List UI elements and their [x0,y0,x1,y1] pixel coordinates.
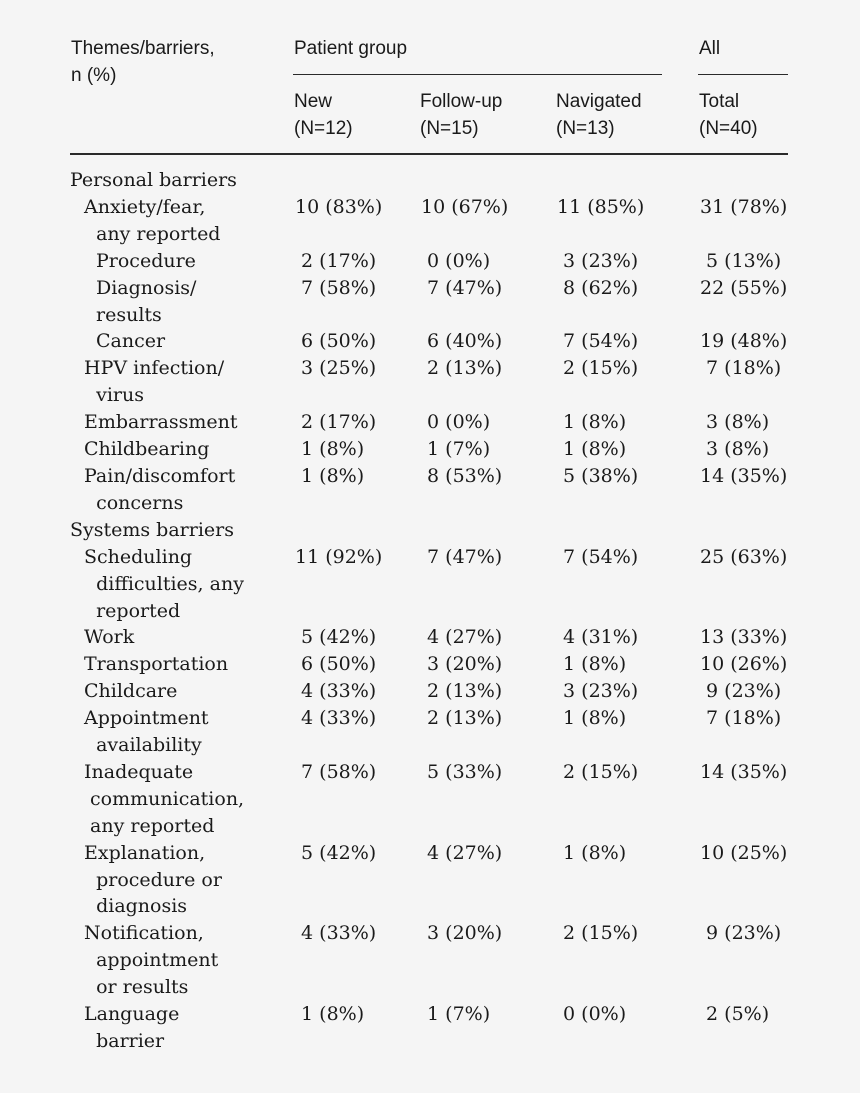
value-cell: 7 (47%) [421,545,503,568]
value-cell: 0 (0%) [557,1003,627,1026]
row-label-line: availability [84,734,202,757]
value-cell: 5 (33%) [421,760,503,783]
value-cell: 5 (13%) [700,249,782,272]
table-row [0,275,860,329]
value-cell: 9 (23%) [700,922,782,945]
column-header-new [294,88,353,142]
row-label-line: Scheduling [84,545,193,568]
value-cell: 2 (13%) [421,707,503,730]
value-cell: 2 (15%) [557,760,639,783]
table-row [0,759,860,840]
row-label-line: communication, [84,787,245,810]
value-cell: 2 (5%) [700,1003,770,1026]
value-cell: 7 (18%) [700,707,782,730]
section-row [0,167,860,194]
value-cell: 8 (62%) [557,276,639,299]
patient-group-header: Patient group [294,38,408,59]
value-cell: 11 (92%) [295,545,383,568]
value-cell: 1 (8%) [557,653,627,676]
column-header-navigated [556,88,642,142]
column-name: Total [699,91,740,112]
value-cell: 1 (8%) [295,438,365,461]
row-label [84,436,304,463]
value-cell: 25 (63%) [700,545,788,568]
value-cell: 4 (33%) [295,707,377,730]
row-label-line: appointment [84,949,219,972]
row-label-line: Systems barriers [70,518,234,541]
row-label-line: Cancer [96,330,166,353]
value-cell: 2 (17%) [295,249,377,272]
row-label [96,328,316,355]
row-label-line: concerns [84,491,184,514]
column-header-total [699,88,758,142]
row-label-line: Childbearing [84,438,210,461]
section-label [70,517,290,544]
row-label [84,194,304,248]
value-cell: 1 (8%) [557,841,627,864]
value-cell: 4 (27%) [421,841,503,864]
row-label-line: Notification, [84,922,204,945]
column-n: (N=13) [556,118,615,139]
row-label [84,651,304,678]
value-cell: 1 (8%) [557,707,627,730]
value-cell: 10 (26%) [700,653,788,676]
section-label [70,167,290,194]
value-cell: 9 (23%) [700,680,782,703]
all-rule [698,74,788,75]
row-label-line: Pain/discomfort [84,464,236,487]
row-label-line: any reported [84,222,221,245]
value-cell: 4 (27%) [421,626,503,649]
row-label-line: Appointment [84,707,209,730]
value-cell: 1 (8%) [295,464,365,487]
value-cell: 5 (38%) [557,464,639,487]
row-label-line: Explanation, [84,841,206,864]
row-label-line: procedure or [84,868,222,891]
value-cell: 4 (31%) [557,626,639,649]
column-n: (N=12) [294,118,353,139]
row-label [84,544,304,625]
value-cell: 4 (33%) [295,922,377,945]
stub-header-line-2: n (%) [71,65,117,86]
table-row [0,328,860,355]
value-cell: 7 (47%) [421,276,503,299]
value-cell: 3 (25%) [295,357,377,380]
row-label-line: any reported [84,814,215,837]
value-cell: 1 (8%) [557,438,627,461]
value-cell: 3 (20%) [421,653,503,676]
value-cell: 10 (25%) [700,841,788,864]
table-row [0,409,860,436]
row-label-line: HPV infection/ [84,357,225,380]
value-cell: 11 (85%) [557,195,645,218]
value-cell: 2 (13%) [421,680,503,703]
row-label [84,678,304,705]
table-row [0,651,860,678]
row-label [96,248,316,275]
row-label-line: Anxiety/fear, [84,195,206,218]
value-cell: 3 (20%) [421,922,503,945]
table-row [0,705,860,759]
value-cell: 7 (58%) [295,276,377,299]
header-bottom-rule [70,153,788,155]
table-row [0,1001,860,1055]
value-cell: 5 (42%) [295,841,377,864]
row-label-line: barrier [84,1030,165,1052]
value-cell: 19 (48%) [700,330,788,353]
row-label-line: diagnosis [84,895,188,918]
row-label [84,409,304,436]
row-label-line: Embarrassment [84,411,238,434]
value-cell: 7 (54%) [557,545,639,568]
row-label [84,759,304,840]
value-cell: 14 (35%) [700,464,788,487]
row-label [84,463,304,517]
row-label [84,355,304,409]
row-label [84,705,304,759]
table-row [0,624,860,651]
value-cell: 5 (42%) [295,626,377,649]
value-cell: 6 (50%) [295,653,377,676]
row-label-line: virus [84,384,144,407]
row-label-line: Procedure [96,249,196,272]
table-body [0,167,860,1055]
value-cell: 1 (7%) [421,1003,491,1026]
row-label-line: Inadequate [84,760,194,783]
table-row [0,355,860,409]
value-cell: 2 (15%) [557,922,639,945]
value-cell: 0 (0%) [421,249,491,272]
value-cell: 6 (40%) [421,330,503,353]
table-row [0,840,860,921]
table-row [0,544,860,625]
value-cell: 3 (23%) [557,680,639,703]
value-cell: 3 (8%) [700,411,770,434]
row-label-line: Childcare [84,680,178,703]
row-label-line: Language [84,1003,180,1026]
value-cell: 14 (35%) [700,760,788,783]
value-cell: 1 (8%) [557,411,627,434]
row-label-line: difficulties, any [84,572,244,595]
column-n: (N=15) [420,118,479,139]
table-row [0,248,860,275]
column-name: New [294,91,333,112]
row-label [84,920,304,1001]
value-cell: 7 (54%) [557,330,639,353]
row-label [96,275,316,329]
value-cell: 10 (67%) [421,195,509,218]
value-cell: 7 (18%) [700,357,782,380]
value-cell: 8 (53%) [421,464,503,487]
row-label-line: Work [84,626,135,649]
value-cell: 1 (8%) [295,1003,365,1026]
value-cell: 3 (23%) [557,249,639,272]
column-header-follow-up [420,88,502,142]
row-label [84,624,304,651]
table-row [0,194,860,248]
table-row [0,920,860,1001]
row-label-line: Transportation [84,653,229,676]
column-name: Navigated [556,91,642,112]
row-label-line: reported [84,599,181,622]
stub-header [71,35,215,89]
section-row [0,517,860,544]
column-name: Follow-up [420,91,503,112]
patient-group-rule [293,74,662,75]
value-cell: 13 (33%) [700,626,788,649]
value-cell: 10 (83%) [295,195,383,218]
value-cell: 0 (0%) [421,411,491,434]
value-cell: 2 (13%) [421,357,503,380]
row-label-line: Personal barriers [70,169,237,191]
value-cell: 22 (55%) [700,276,788,299]
column-n: (N=40) [699,118,758,139]
value-cell: 1 (7%) [421,438,491,461]
value-cell: 31 (78%) [700,195,788,218]
row-label-line: Diagnosis/ [96,276,197,299]
stub-header-line-1: Themes/barriers, [71,38,215,59]
value-cell: 4 (33%) [295,680,377,703]
table-row [0,463,860,517]
row-label [84,840,304,921]
row-label-line: or results [84,976,189,999]
row-label [84,1001,304,1055]
table-row [0,436,860,463]
table-row [0,678,860,705]
value-cell: 2 (17%) [295,411,377,434]
all-header: All [699,38,721,59]
value-cell: 7 (58%) [295,760,377,783]
value-cell: 6 (50%) [295,330,377,353]
row-label-line: results [96,303,162,326]
value-cell: 3 (8%) [700,438,770,461]
value-cell: 2 (15%) [557,357,639,380]
